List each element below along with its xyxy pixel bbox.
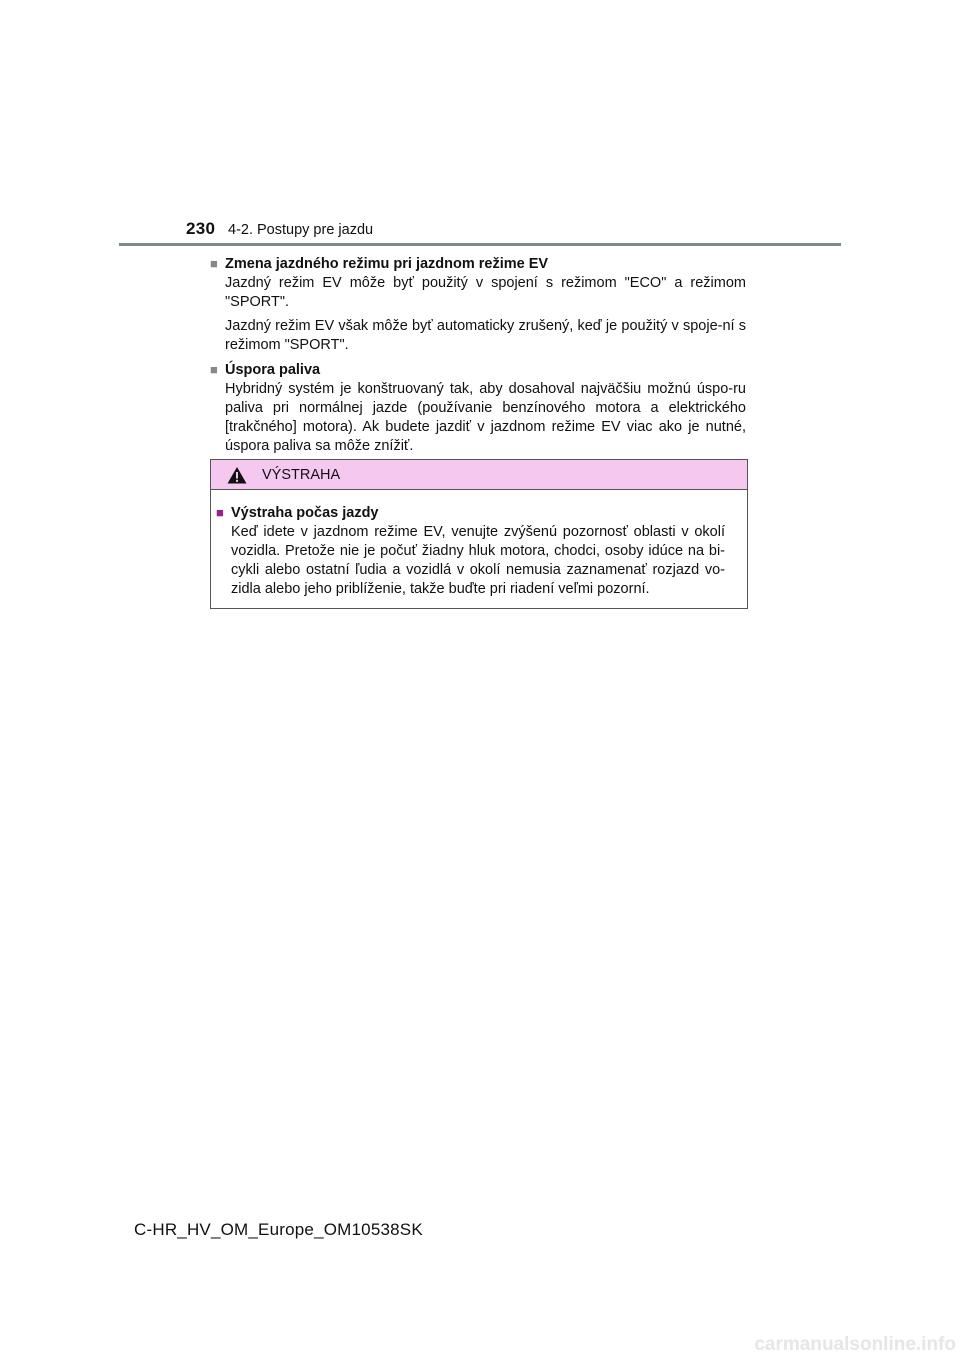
topic-fuel-economy (210, 360, 746, 456)
paragraph: Jazdný režim EV môže byť použitý v spojení s režimom "ECO" a režimom "SPORT". (225, 275, 746, 310)
document-code: C-HR_HV_OM_Europe_OM10538SK (134, 1220, 423, 1239)
warning-body (211, 490, 747, 599)
topic-heading (210, 360, 746, 380)
warning-text: Keď idete v jazdnom režime EV, venujte zvýšenú pozornosť oblasti v okolí vozidla. Pretože nie je počuť žiadny hluk motora, chodci, osoby idúce na bi-cykli alebo ostatní ľudia a vozidlá v okolí nemusia zaznamenať rozjazd vo-zidla alebo jeho priblíženie, takže buďte pri riadení veľmi pozorní. (231, 524, 725, 597)
warning-box (210, 459, 748, 609)
warning-header (211, 460, 747, 490)
topic-heading-text: Zmena jazdného režimu pri jazdnom režime EV (225, 256, 549, 272)
watermark: carmanualsonline.info (754, 1334, 956, 1355)
header-divider (119, 243, 841, 246)
paragraph: Hybridný systém je konštruovaný tak, aby dosahoval najväčšiu možnú úspo-ru paliva pri normálnej jazde (používanie benzínového motora a elektrického [trakčného] motora). Ak budete jazdiť v jazdnom režime EV viac ako je nutné, úspora paliva sa môže znížiť. (225, 381, 746, 454)
topic-heading (210, 254, 746, 274)
warning-label: VÝSTRAHA (262, 466, 341, 483)
topic-heading-text: Úspora paliva (225, 362, 321, 378)
square-bullet-icon: ■ (210, 256, 218, 271)
section-title: 4-2. Postupy pre jazdu (228, 222, 374, 238)
topic-ev-mode-change (210, 254, 746, 355)
warning-triangle-icon (227, 466, 247, 484)
paragraph: Jazdný režim EV však môže byť automaticky zrušený, keď je použitý v spoje-ní s režimom "SPORT". (225, 318, 746, 353)
page-number: 230 (186, 219, 216, 238)
square-bullet-icon: ■ (216, 505, 224, 520)
square-bullet-icon: ■ (210, 362, 218, 377)
main-content (210, 254, 746, 456)
warning-topic-heading (216, 503, 725, 523)
warning-topic-heading-text: Výstraha počas jazdy (231, 505, 379, 521)
